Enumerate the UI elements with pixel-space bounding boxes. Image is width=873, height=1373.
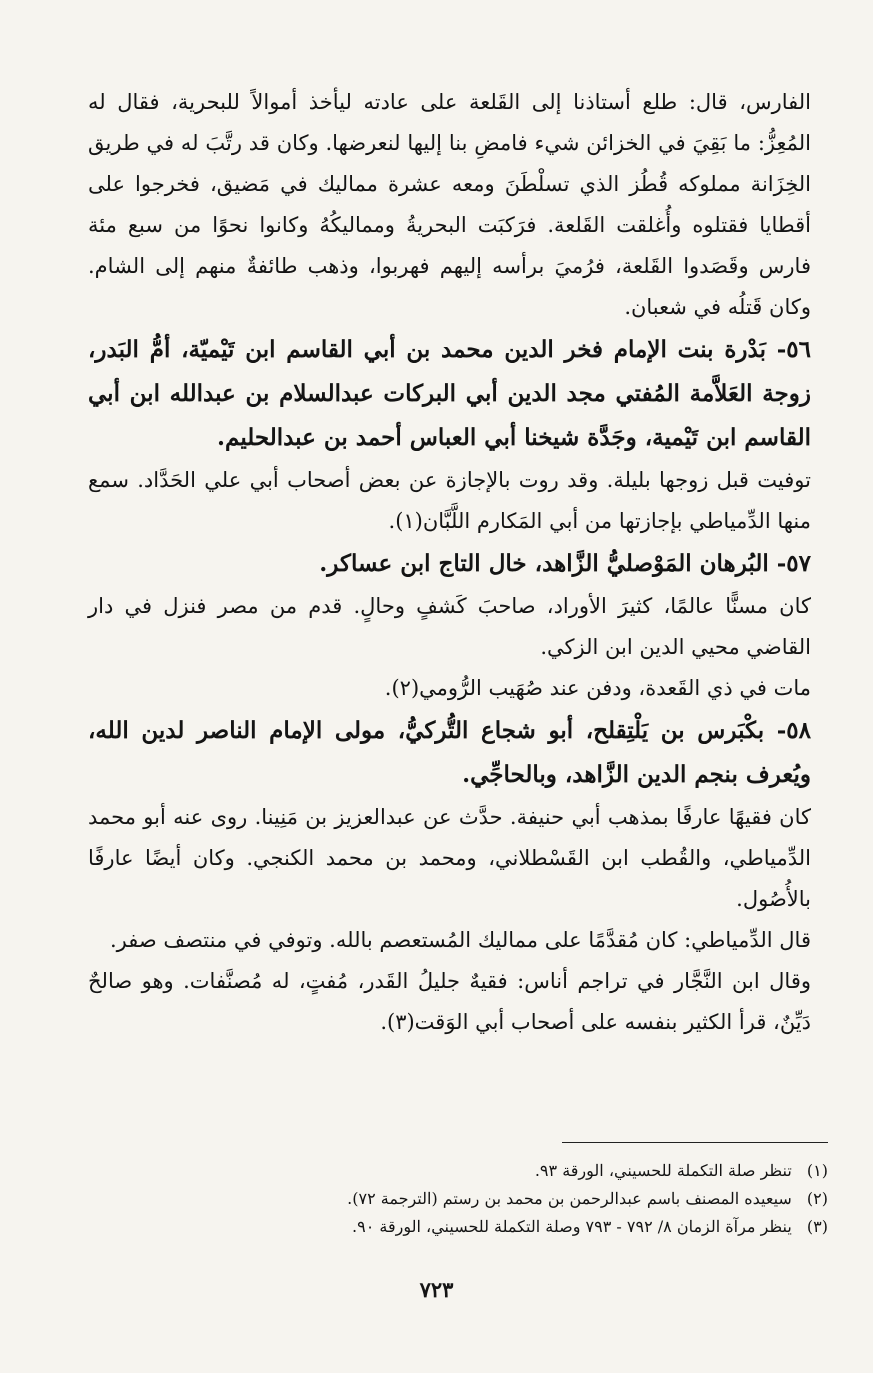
page-number: ٧٢٣ (419, 1277, 454, 1302)
footnote-2 (88, 1185, 828, 1213)
footnote-3-text: ينظر مرآة الزمان ٨/ ٧٩٢ - ٧٩٣ وصلة التكملة للحسيني، الورقة ٩٠. (352, 1217, 792, 1236)
footnotes (88, 1157, 828, 1241)
entry-58-body-1: كان فقيهًا عارفًا بمذهب أبي حنيفة. حدَّث عن عبدالعزيز بن مَنِينا. روى عنه أبو محمد الدِّمياطي، والقُطب ابن القَسْطلاني، ومحمد بن محمد الكنجي. وكان أيضًا عارفًا بالأُصُول. (88, 805, 811, 911)
main-text (88, 82, 811, 1043)
footnote-2-text: سيعيده المصنف باسم عبدالرحمن بن محمد بن رستم (الترجمة ٧٢). (347, 1189, 792, 1208)
entry-56-body: توفيت قبل زوجها بليلة. وقد روت بالإجازة عن بعض أصحاب أبي علي الحَدَّاد. سمع منها الدِّمياطي بإجازتها من أبي المَكارم اللَّبَّان(١). (88, 468, 811, 533)
footnote-separator (562, 1142, 828, 1143)
footnote-1 (88, 1157, 828, 1185)
entry-58-heading: ٥٨- بكْبَرس بن يَلْتِقلح، أبو شجاع التُّركيُّ، مولى الإمام الناصر لدين الله، ويُعرف بنجم الدين الزَّاهد، وبالحاجِّي. (88, 717, 811, 788)
paragraph-aqtay-killing: الفارس، قال: طلع أستاذنا إلى القَلعة على عادته ليأخذ أموالاً للبحرية، فقال له المُعِزُّ: ما بَقِيَ في الخزائن شيء فامضِ بنا إليها لنعرضها. وكان قد رتَّبَ له في طريق الخِزَانة مملوكه قُطُز الذي تسلْطَنَ ومعه عشرة مماليك في مَضيق، فخرجوا على أقطايا فقتلوه وأُغلقت القَلعة. فرَكبَت البحريةُ ومماليكُهُ وكانوا نحوًا من سبع مئة فارس وقَصَدوا القَلعة، فرُميَ برأسه إليهم فهربوا، وذهب طائفةٌ منهم إلى الشام. وكان قَتلُه في شعبان. (88, 90, 811, 319)
footnote-2-number: (٢) (806, 1189, 828, 1208)
entry-57-body-2: مات في ذي القَعدة، ودفن عند صُهَيب الرُّومي(٢). (384, 676, 811, 700)
entry-56-heading: ٥٦- بَدْرة بنت الإمام فخر الدين محمد بن أبي القاسم ابن تَيْميّة، أمُّ البَدر، زوجة العَلاَّمة المُفتي مجد الدين أبي البركات عبدالسلام بن عبدالله ابن أبي القاسم ابن تَيْمية، وجَدَّة شيخنا أبي العباس أحمد بن عبدالحليم. (88, 336, 811, 451)
footnote-3 (88, 1213, 828, 1241)
footnote-1-text: تنظر صلة التكملة للحسيني، الورقة ٩٣. (534, 1161, 792, 1180)
entry-58-body-3: وقال ابن النَّجَّار في تراجم أناس: فقيهٌ جليلُ القَدر، مُفتٍ، له مُصنَّفات. وهو صالحٌ دَيِّنٌ، قرأ الكثير بنفسه على أصحاب أبي الوَقت(٣). (88, 969, 811, 1034)
footnote-3-number: (٣) (806, 1217, 828, 1236)
entry-57-body-1: كان مسنًّا عالمًا، كثيرَ الأوراد، صاحبَ كَشفٍ وحالٍ. قدم من مصر فنزل في دار القاضي محيي الدين ابن الزكي. (88, 594, 811, 659)
entry-57-heading: ٥٧- البُرهان المَوْصليُّ الزَّاهد، خال التاج ابن عساكر. (319, 550, 811, 577)
footnote-1-number: (١) (806, 1161, 828, 1180)
entry-58-body-2: قال الدِّمياطي: كان مُقدَّمًا على مماليك المُستعصم بالله. وتوفي في منتصف صفر. (109, 928, 811, 952)
